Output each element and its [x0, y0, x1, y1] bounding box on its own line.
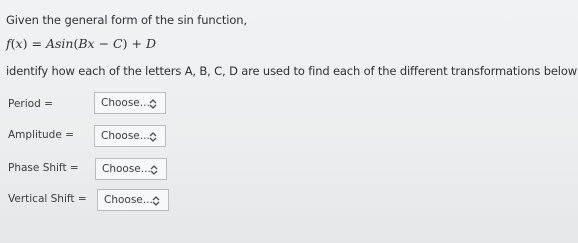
- phase-shift-select-value: Choose...: [102, 163, 151, 175]
- period-label: Period =: [8, 98, 53, 110]
- up-down-chevron-icon: [152, 195, 160, 207]
- up-down-chevron-icon: [149, 131, 157, 143]
- period-select-value: Choose...: [101, 97, 150, 109]
- formula-x: x: [15, 36, 23, 51]
- amplitude-select[interactable]: [94, 125, 166, 147]
- phase-shift-label: Phase Shift =: [8, 162, 79, 174]
- formula-minus: −: [98, 36, 110, 51]
- question-intro: Given the general form of the sin function,: [6, 13, 248, 27]
- formula-C: C: [113, 36, 123, 51]
- vertical-shift-label: Vertical Shift =: [8, 193, 87, 205]
- formula-f: f: [6, 36, 11, 51]
- amplitude-label: Amplitude =: [8, 129, 74, 141]
- question-instruction: identify how each of the letters A, B, C, D are used to find each of the different transformations below: [6, 64, 577, 78]
- period-select[interactable]: [94, 92, 166, 114]
- formula-equals: =: [31, 36, 42, 51]
- amplitude-select-value: Choose...: [101, 130, 150, 142]
- up-down-chevron-icon: [149, 98, 157, 110]
- sin-formula: f(x) = Asin(Bx − C) + D: [6, 36, 156, 51]
- vertical-shift-select[interactable]: [97, 189, 169, 211]
- up-down-chevron-icon: [150, 164, 158, 176]
- phase-shift-select[interactable]: [95, 158, 167, 180]
- formula-sin: sin: [54, 36, 74, 51]
- formula-plus: +: [131, 36, 142, 51]
- vertical-shift-select-value: Choose...: [104, 194, 153, 206]
- formula-x2: x: [87, 36, 95, 51]
- formula-D: D: [145, 36, 156, 51]
- formula-B: B: [78, 36, 88, 51]
- formula-A: A: [45, 36, 55, 51]
